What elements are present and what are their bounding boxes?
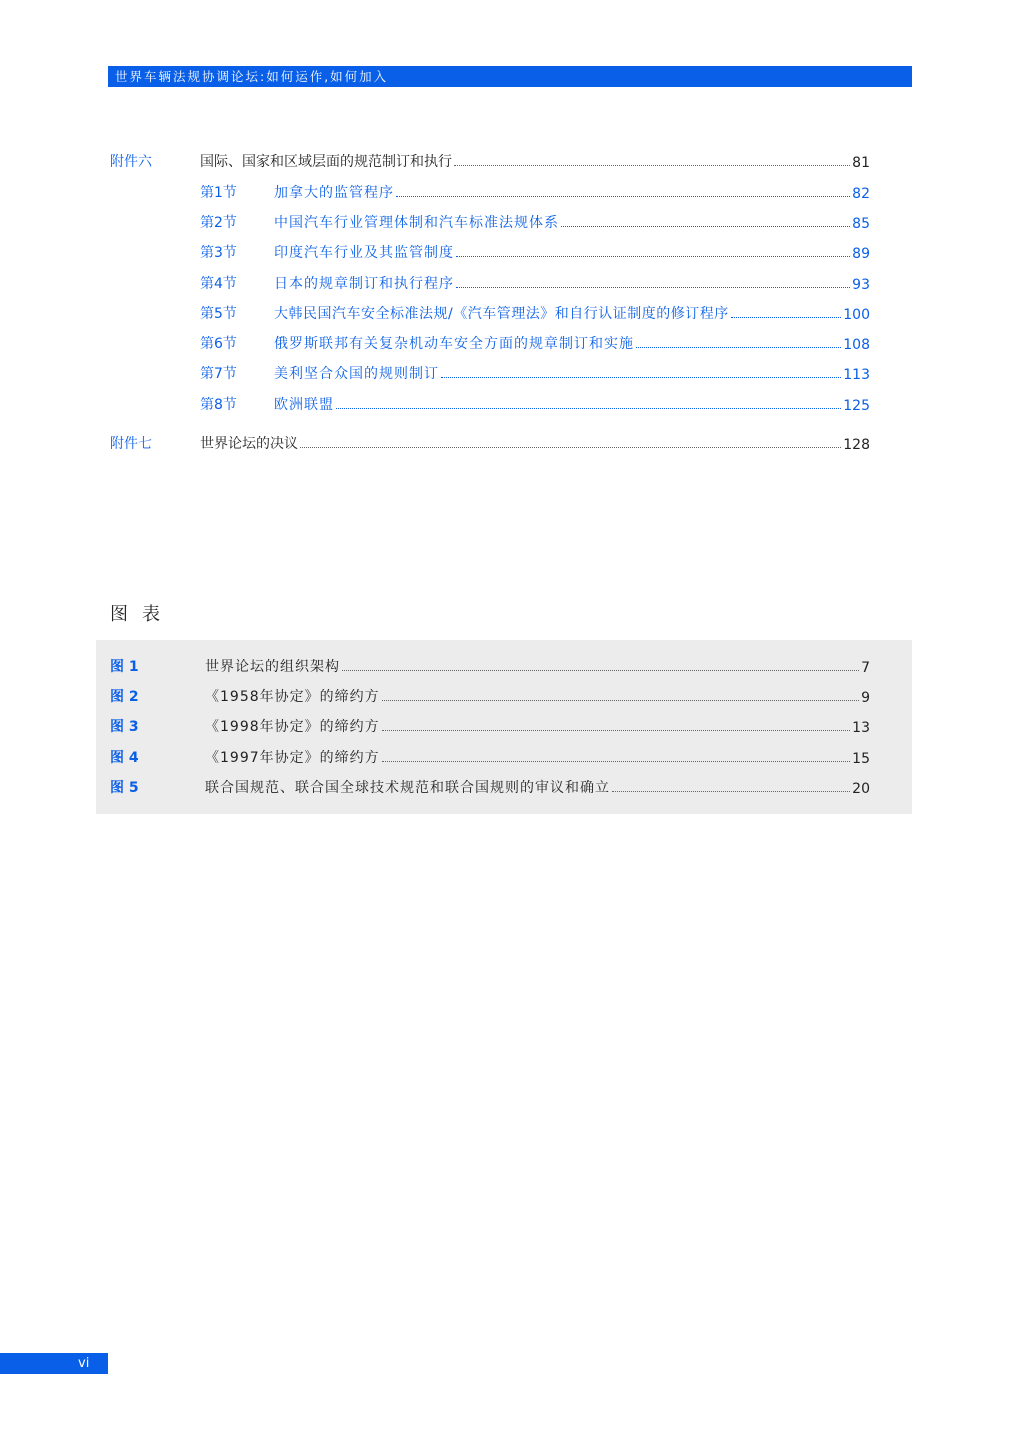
toc-entry-label: 附件七 — [110, 436, 152, 452]
figure-entry-label: 图 5 — [110, 780, 139, 796]
dot-leader — [612, 791, 850, 792]
toc-entry-section-8[interactable] — [200, 392, 870, 414]
figure-entry-label: 图 1 — [110, 659, 139, 675]
figure-entry-label: 图 2 — [110, 689, 139, 705]
toc-entry-title: 日本的规章制订和执行程序 — [274, 276, 454, 292]
figure-entry-title: 世界论坛的组织架构 — [205, 659, 340, 675]
dot-leader — [454, 165, 850, 166]
toc-entry-title: 欧洲联盟 — [274, 397, 334, 413]
figure-entry-title: 《1997年协定》的缔约方 — [205, 750, 380, 766]
toc-entry-section-1[interactable] — [200, 180, 870, 202]
dot-leader — [731, 317, 842, 318]
toc-entry-page: 128 — [843, 437, 870, 453]
toc-entry-label: 第7节 — [200, 366, 237, 382]
toc-entry-section-5[interactable] — [200, 301, 870, 323]
toc-entry-label: 第2节 — [200, 215, 237, 231]
figure-entry-label: 图 3 — [110, 719, 139, 735]
figure-entry-4[interactable] — [110, 745, 870, 767]
toc-entry-title: 印度汽车行业及其监管制度 — [274, 245, 454, 261]
figure-entry-page: 9 — [861, 690, 870, 706]
figure-entry-5[interactable] — [110, 775, 870, 797]
dot-leader — [441, 377, 841, 378]
toc-entry-section-3[interactable] — [200, 240, 870, 262]
toc-entry-page: 93 — [852, 277, 870, 293]
figure-entry-1[interactable] — [110, 654, 870, 676]
figures-heading: 图表 — [110, 604, 174, 625]
page-number-tab — [0, 1353, 108, 1374]
figure-entry-title: 《1958年协定》的缔约方 — [205, 689, 380, 705]
toc-entry-section-7[interactable] — [200, 361, 870, 383]
dot-leader — [456, 256, 850, 257]
toc-entry-page: 81 — [852, 155, 870, 171]
toc-entry-title: 国际、国家和区域层面的规范制订和执行 — [200, 154, 452, 170]
dot-leader — [456, 287, 850, 288]
toc-entry-annex-6[interactable] — [110, 149, 870, 171]
toc-entry-title: 世界论坛的决议 — [200, 436, 298, 452]
toc-entry-page: 89 — [852, 246, 870, 262]
figure-entry-title: 《1998年协定》的缔约方 — [205, 719, 380, 735]
toc-entry-label: 第8节 — [200, 397, 237, 413]
dot-leader — [382, 761, 851, 762]
dot-leader — [300, 447, 841, 448]
toc-entry-label: 第4节 — [200, 276, 237, 292]
toc-entry-label: 第1节 — [200, 185, 237, 201]
toc-entry-page: 100 — [843, 307, 870, 323]
figure-entry-label: 图 4 — [110, 750, 139, 766]
toc-entry-title: 美利坚合众国的规则制订 — [274, 366, 439, 382]
figure-entry-title: 联合国规范、联合国全球技术规范和联合国规则的审议和确立 — [205, 780, 610, 796]
figure-entry-2[interactable] — [110, 684, 870, 706]
toc-entry-page: 108 — [843, 337, 870, 353]
running-header — [108, 66, 912, 87]
toc-entry-section-6[interactable] — [200, 331, 870, 353]
toc-entry-title: 大韩民国汽车安全标准法规/《汽车管理法》和自行认证制度的修订程序 — [274, 306, 729, 322]
toc-entry-annex-7[interactable] — [110, 431, 870, 453]
dot-leader — [382, 730, 851, 731]
dot-leader — [382, 700, 859, 701]
toc-entry-title: 加拿大的监管程序 — [274, 185, 394, 201]
dot-leader — [336, 408, 841, 409]
toc-entry-title: 俄罗斯联邦有关复杂机动车安全方面的规章制订和实施 — [274, 336, 634, 352]
toc-entry-label: 第6节 — [200, 336, 237, 352]
toc-entry-page: 113 — [843, 367, 870, 383]
toc-entry-section-2[interactable] — [200, 210, 870, 232]
toc-entry-page: 85 — [852, 216, 870, 232]
toc-entry-page: 82 — [852, 186, 870, 202]
toc-entry-title: 中国汽车行业管理体制和汽车标准法规体系 — [274, 215, 559, 231]
figure-entry-page: 15 — [852, 751, 870, 767]
toc-entry-label: 附件六 — [110, 154, 152, 170]
running-header-title: 世界车辆法规协调论坛:如何运作,如何加入 — [115, 69, 389, 84]
toc-entry-section-4[interactable] — [200, 271, 870, 293]
dot-leader — [561, 226, 850, 227]
page-number: vi — [78, 1356, 90, 1371]
toc-entry-label: 第3节 — [200, 245, 237, 261]
toc-entry-page: 125 — [843, 398, 870, 414]
figure-entry-3[interactable] — [110, 714, 870, 736]
figure-entry-page: 20 — [852, 781, 870, 797]
dot-leader — [396, 196, 850, 197]
figure-entry-page: 13 — [852, 720, 870, 736]
dot-leader — [636, 347, 841, 348]
toc-entry-label: 第5节 — [200, 306, 237, 322]
figure-entry-page: 7 — [861, 660, 870, 676]
dot-leader — [342, 670, 859, 671]
